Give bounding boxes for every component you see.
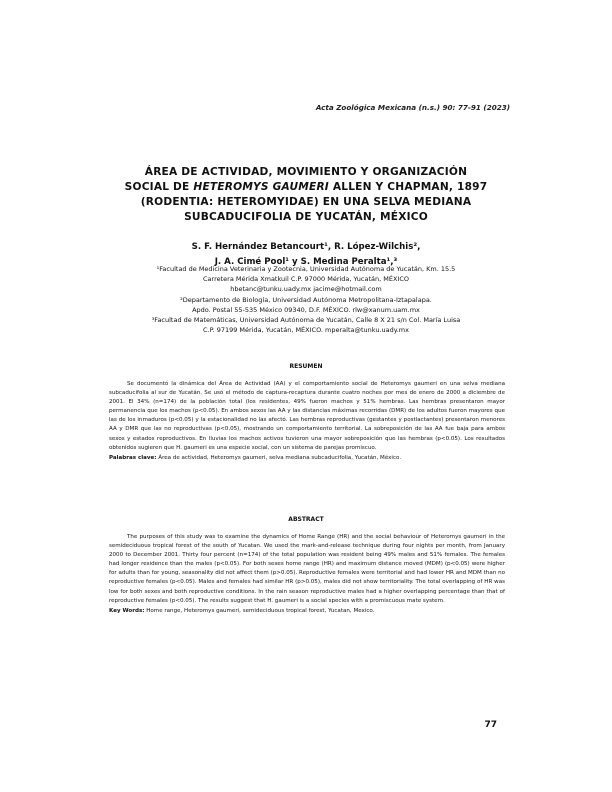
keywords-label: Palabras clave:: [109, 454, 157, 461]
resumen-heading: RESUMEN: [289, 363, 323, 370]
authors-line-2: J. A. Cimé Pool¹ y S. Medina Peralta¹,³: [214, 257, 398, 267]
abstract-keywords: [109, 607, 505, 616]
article-title: [100, 165, 512, 225]
affiliation-line: ³Facultad de Matemáticas, Universidad Autónoma de Yucatán, Calle 8 X 21 s/n Col. María Luisa: [151, 316, 461, 325]
affiliation-line: Carretera Mérida Xmatkuil C.P. 97000 Mérida, Yucatán, MÉXICO: [203, 275, 409, 284]
page-number: 77: [484, 720, 497, 730]
keywords-text: Home range, Heteromys gaumeri, semideciduous tropical forest, Yucatan, Mexico.: [144, 607, 375, 614]
authors-line-1: S. F. Hernández Betancourt¹, R. López-Wilchis²,: [191, 242, 421, 252]
title-line-2: [100, 180, 512, 195]
title-line-2-pre: SOCIAL DE: [124, 181, 194, 193]
resumen-keywords: [109, 454, 505, 463]
abstract-body: [109, 533, 505, 616]
abstract-paragraph: The purposes of this study was to examine the dynamics of Home Range (HR) and the social behaviour of Heteromys gaumeri in the semideciduous tropical forest of the south of Yucatan. We used the mark-and-release technique during four nights per month, from January 2000 to December 2001. Thirty four percent (n=174) of the total population was resident being 49% males and 51% females. The females had longer residence than the males (p<0.05). For both sexes home range (HR) and maximum distance moved (MDM) (p<0.05) were higher for adults than for young, seasonality did not affect them (p>0.05). Reproductive females were territorial and had lower HR and MDM than no reproductive females (p<0.05). Males and females had similar HR (p>0.05), males did not show territoriality. The total overlapping of HR was low for both sexes and both reproductive conditions. In the rain season reproductive males had a higher overlapping percentage than that of reproductive females (p<0.05). The results suggest that H. gaumeri is a social species with a promiscuous mate system.: [109, 534, 505, 604]
affiliation-line: C.P. 97199 Mérida, Yucatán, MÉXICO. mperalta@tunku.uady.mx: [203, 326, 409, 335]
resumen-body: [109, 380, 505, 463]
affiliation-line: ¹Facultad de Medicina Veterinaria y Zootecnia, Universidad Autónoma de Yucatán, Km. 15.5: [156, 265, 456, 273]
title-line-2-post: ALLEN Y CHAPMAN, 1897: [328, 181, 488, 193]
journal-citation: Acta Zoológica Mexicana (n.s.) 90: 77-91 (2023): [315, 103, 510, 112]
title-line-1: ÁREA DE ACTIVIDAD, MOVIMIENTO Y ORGANIZACIÓN: [144, 166, 468, 178]
affiliation-line: hbetanc@tunku.uady.mx jacime@hotmail.com: [230, 285, 382, 294]
affiliation-line: Apdo. Postal 55-535 México 09340, D.F. MÉXICO. rlw@xanum.uam.mx: [192, 305, 420, 314]
affiliations: [100, 264, 512, 335]
title-species-name: HETEROMYS GAUMERI: [193, 181, 329, 193]
affiliation-line: ²Departamento de Biología, Universidad Autónoma Metropolitana-Iztapalapa.: [180, 295, 432, 304]
abstract-heading: ABSTRACT: [288, 516, 324, 523]
title-line-3: (RODENTIA: HETEROMYIDAE) EN UNA SELVA MEDIANA: [140, 196, 472, 208]
title-line-4: SUBCADUCIFOLIA DE YUCATÁN, MÉXICO: [184, 211, 428, 223]
keywords-label: Key Words:: [109, 607, 145, 614]
resumen-paragraph: Se documentó la dinámica del Área de Actividad (AA) y el comportamiento social de Heteromys gaumeri en una selva mediana subcaducifolia al sur de Yucatán. Se usó el método de captura-recaptura durante cuatro noches por mes de enero de 2000 a diciembre de 2001. El 34% (n=174) de la población total (los residentes, 49% fueron machos y 51% hembras. Las hembras presentaron mayor permanencia que los machos (p<0.05). En ambos sexos las AA y las distancias máximas recorridas (DMR) de los adultos fueron mayores que las de los inmaduros (p<0.05) y la estacionalidad no las afectó. Las hembras reproductivas (gestantes y postlactantes) presentaron menores AA y DMR que las no reproductivas (p<0.05), mostrando un comportamiento territorial. La sobreposición de las AA fue baja para ambos sexos y estados reproductivos. En lluvias los machos activos tuvieron una mayor sobreposición que las hembras (p<0.05). Los resultados obtenidos sugieren que H. gaumeri es una especie social, con un sistema de parejas promiscuo.: [109, 381, 505, 451]
keywords-text: Área de actividad, Heteromys gaumeri, selva mediana subcaducifolia, Yucatán, México.: [156, 454, 402, 461]
